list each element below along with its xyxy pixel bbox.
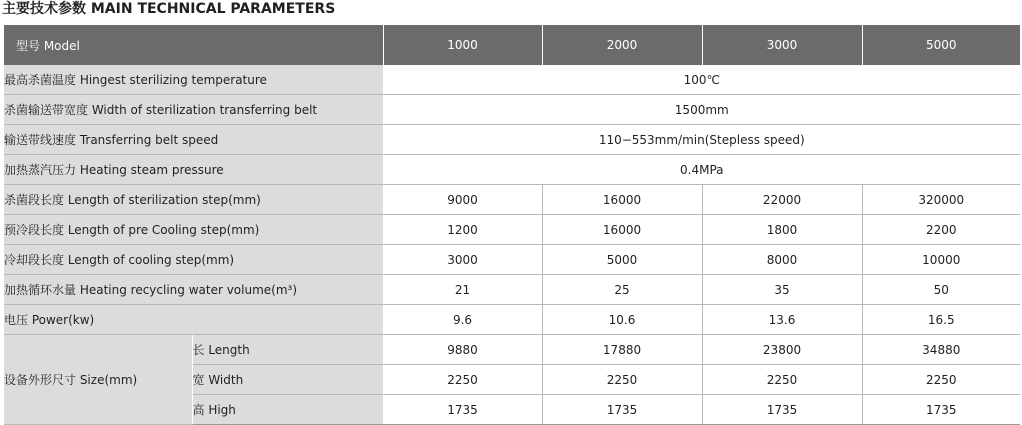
cell-value: 35 (702, 275, 862, 305)
cell-value: 50 (862, 275, 1020, 305)
cell-value: 10.6 (542, 305, 702, 335)
cell-value: 2250 (702, 365, 862, 395)
row-label: 冷却段长度 Length of cooling step(mm) (4, 245, 383, 275)
cell-value: 320000 (862, 185, 1020, 215)
cell-value: 34880 (862, 335, 1020, 365)
cell-value: 1735 (383, 395, 542, 425)
row-label: 最高杀菌温度 Hingest sterilizing temperature (4, 65, 383, 95)
cell-value: 5000 (542, 245, 702, 275)
size-sub-label: 长 Length (192, 335, 383, 365)
row-label: 杀菌输送带宽度 Width of sterilization transferring belt (4, 95, 383, 125)
cell-value: 9880 (383, 335, 542, 365)
size-sub-label: 高 High (192, 395, 383, 425)
cell-value: 1200 (383, 215, 542, 245)
size-sub-label: 宽 Width (192, 365, 383, 395)
table-row (4, 155, 1020, 185)
cell-value: 3000 (383, 245, 542, 275)
cell-value: 2250 (862, 365, 1020, 395)
table-row (4, 245, 1020, 275)
cell-value: 9.6 (383, 305, 542, 335)
model-header-2000: 2000 (542, 25, 702, 65)
cell-value: 1735 (702, 395, 862, 425)
cell-value: 21 (383, 275, 542, 305)
cell-value: 1735 (542, 395, 702, 425)
cell-value: 2200 (862, 215, 1020, 245)
table-row (4, 125, 1020, 155)
cell-value: 25 (542, 275, 702, 305)
cell-value: 23800 (702, 335, 862, 365)
model-header-3000: 3000 (702, 25, 862, 65)
cell-value: 8000 (702, 245, 862, 275)
cell-value: 17880 (542, 335, 702, 365)
model-header-1000: 1000 (383, 25, 542, 65)
cell-value: 9000 (383, 185, 542, 215)
table-row (4, 185, 1020, 215)
row-label: 加热循环水量 Heating recycling water volume(m³) (4, 275, 383, 305)
cell-value: 2250 (383, 365, 542, 395)
table-row (4, 275, 1020, 305)
table-row (4, 215, 1020, 245)
table-row (4, 65, 1020, 95)
row-shared-value: 1500mm (383, 95, 1020, 125)
table-row (4, 95, 1020, 125)
row-shared-value: 0.4MPa (383, 155, 1020, 185)
row-shared-value: 110−553mm/min(Stepless speed) (383, 125, 1020, 155)
row-label: 输送带线速度 Transferring belt speed (4, 125, 383, 155)
parameters-table (4, 25, 1020, 425)
model-column-header: 型号 Model (4, 25, 383, 65)
table-row (4, 305, 1020, 335)
table-row (4, 335, 1020, 365)
cell-value: 16000 (542, 185, 702, 215)
page-title: 主要技术参数 MAIN TECHNICAL PARAMETERS (2, 1, 336, 17)
cell-value: 22000 (702, 185, 862, 215)
cell-value: 10000 (862, 245, 1020, 275)
size-group-label: 设备外形尺寸 Size(mm) (4, 335, 192, 425)
table-header-row (4, 25, 1020, 65)
row-label: 电压 Power(kw) (4, 305, 383, 335)
cell-value: 16.5 (862, 305, 1020, 335)
row-label: 预冷段长度 Length of pre Cooling step(mm) (4, 215, 383, 245)
cell-value: 1735 (862, 395, 1020, 425)
row-label: 加热蒸汽压力 Heating steam pressure (4, 155, 383, 185)
model-header-5000: 5000 (862, 25, 1020, 65)
row-label: 杀菌段长度 Length of sterilization step(mm) (4, 185, 383, 215)
row-shared-value: 100℃ (383, 65, 1020, 95)
cell-value: 1800 (702, 215, 862, 245)
cell-value: 16000 (542, 215, 702, 245)
cell-value: 2250 (542, 365, 702, 395)
cell-value: 13.6 (702, 305, 862, 335)
